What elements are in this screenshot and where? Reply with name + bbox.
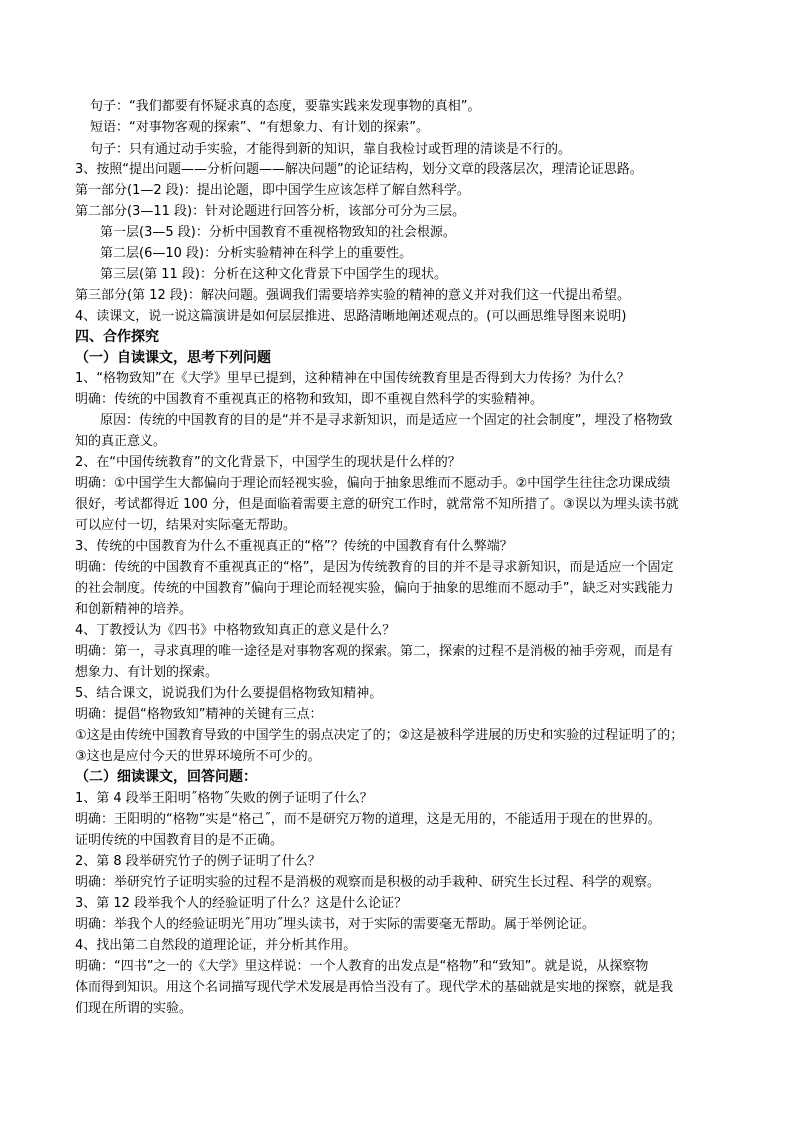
text-line: 第一层(3—5 段)：分析中国教育不重视格物致知的社会根源。 <box>100 225 456 240</box>
answer-line: 很好，考试都得近 100 分，但是面临着需要主意的研究工作时，就常常不知所措了。③误以为埋头读书就 <box>75 497 679 512</box>
answer-line: 知的真正意义。 <box>75 434 167 449</box>
question-line: 2、第 8 段举研究竹子的例子证明了什么？ <box>75 854 321 869</box>
answer-line: ①这是由传统中国教育导致的中国学生的弱点决定了的；②这是被科学进展的历史和实验的过程证明了的； <box>75 728 684 743</box>
answer-line: 明确：提倡“格物致知”精神的关键有三点： <box>75 707 323 722</box>
answer-line: 证明传统的中国教育目的是不正确。 <box>75 833 284 848</box>
answer-line: 明确：传统的中国教育不重视真正的格物和致知，即不重视自然科学的实验精神。 <box>75 392 544 407</box>
question-line: 5、结合课文，说说我们为什么要提倡格物致知精神。 <box>75 686 383 701</box>
question-line: 3、第 12 段举我个人的经验证明了什么？这是什么论证？ <box>75 896 408 911</box>
answer-line: 明确：传统的中国教育不重视真正的“格”，是因为传统教育的目的并不是寻求新知识，而是适应一个固定 <box>75 560 674 575</box>
section-heading: 四、合作探究 <box>75 329 159 345</box>
answer-line: 明确：举研究竹子证明实验的过程不是消极的观察而是积极的动手栽种、研究生长过程、科学的观察。 <box>75 875 661 890</box>
question-line: 1、“格物致知”在《大学》里早已提到，这种精神在中国传统教育里是否得到大力传扬？为什么？ <box>75 371 630 386</box>
answer-line: 体而得到知识。用这个名词描写现代学术发展是再恰当没有了。现代学术的基础就是实地的探察，就是我 <box>75 980 674 995</box>
text-line: 句子：只有通过动手实验，才能得到新的知识，靠自我检讨或哲理的清谈是不行的。 <box>90 142 572 157</box>
text-line: 第三部分(第 12 段)：解决问题。强调我们需要培养实验的精神的意义并对我们这一代提出希望。 <box>75 288 630 303</box>
question-line: 4、丁教授认为《四书》中格物致知真正的意义是什么？ <box>75 623 396 638</box>
answer-line: 明确：“四书”之一的《大学》里这样说：一个人教育的出发点是“格物”和“致知”。就是说，从探察物 <box>75 959 649 974</box>
text-line: 3、按照“提出问题——分析问题——解决问题”的论证结构，划分文章的段落层次，理清论证思路。 <box>75 162 643 177</box>
answer-line: 原因：传统的中国教育的目的是“并不是寻求新知识，而是适应一个固定的社会制度”，埋没了格物致 <box>100 413 673 428</box>
answer-line: 明确：①中国学生大都偏向于理论而轻视实验，偏向于抽象思维而不愿动手。②中国学生往往念功课成绩 <box>75 476 671 491</box>
subsection-heading: （一）自读课文，思考下列问题 <box>75 350 271 366</box>
answer-line: 明确：王阳明的“格物”实是“格己˝，而不是研究万物的道理，这是无用的，不能适用于现在的世界的。 <box>75 812 661 827</box>
answer-line: 可以应付一切，结果对实际毫无帮助。 <box>75 518 297 533</box>
question-line: 1、第 4 段举王阳明˝格物˝失败的例子证明了什么？ <box>75 791 373 806</box>
text-line: 4、读课文，说一说这篇演讲是如何层层推进、思路清晰地阐述观点的。(可以画思维导图来说明) <box>75 309 627 324</box>
answer-line: 想象力、有计划的探索。 <box>75 665 219 680</box>
subsection-heading: （二）细读课文，回答问题： <box>75 769 257 785</box>
answer-line: 明确：举我个人的经验证明光˝用功˝埋头读书，对于实际的需要毫无帮助。属于举例论证。 <box>75 917 596 932</box>
text-line: 句子：“我们都要有怀疑求真的态度，要靠实践来发现事物的真相”。 <box>90 99 481 114</box>
answer-line: 们现在所谓的实验。 <box>75 1001 193 1016</box>
question-line: 2、在“中国传统教育”的文化背景下，中国学生的现状是什么样的？ <box>75 455 461 470</box>
answer-line: 的社会制度。传统的中国教育”偏向于理论而轻视实验，偏向于抽象的思维而不愿动手”，缺乏对实践能力 <box>75 581 674 596</box>
text-line: 第一部分(1—2 段)：提出论题，即中国学生应该怎样了解自然科学。 <box>75 183 470 198</box>
answer-line: 和创新精神的培养。 <box>75 602 193 617</box>
answer-line: 明确：第一，寻求真理的唯一途径是对事物客观的探索。第二，探索的过程不是消极的袖手旁观，而是有 <box>75 644 674 659</box>
question-line: 3、传统的中国教育为什么不重视真正的“格”？传统的中国教育有什么弊端？ <box>75 539 513 554</box>
text-line: 第二层(6—10 段)：分析实验精神在科学上的重要性。 <box>100 246 413 261</box>
text-line: 第三层(第 11 段)：分析在这种文化背景下中国学生的现状。 <box>100 267 447 282</box>
answer-line: ③这也是应付今天的世界环境所不可少的。 <box>75 749 321 764</box>
text-line: 第二部分(3—11 段)：针对论题进行回答分析，该部分可分为三层。 <box>75 204 466 219</box>
text-line: 短语：“对事物客观的探索”、“有想象力、有计划的探索”。 <box>90 120 429 135</box>
question-line: 4、找出第二自然段的道理论证，并分析其作用。 <box>75 938 357 953</box>
